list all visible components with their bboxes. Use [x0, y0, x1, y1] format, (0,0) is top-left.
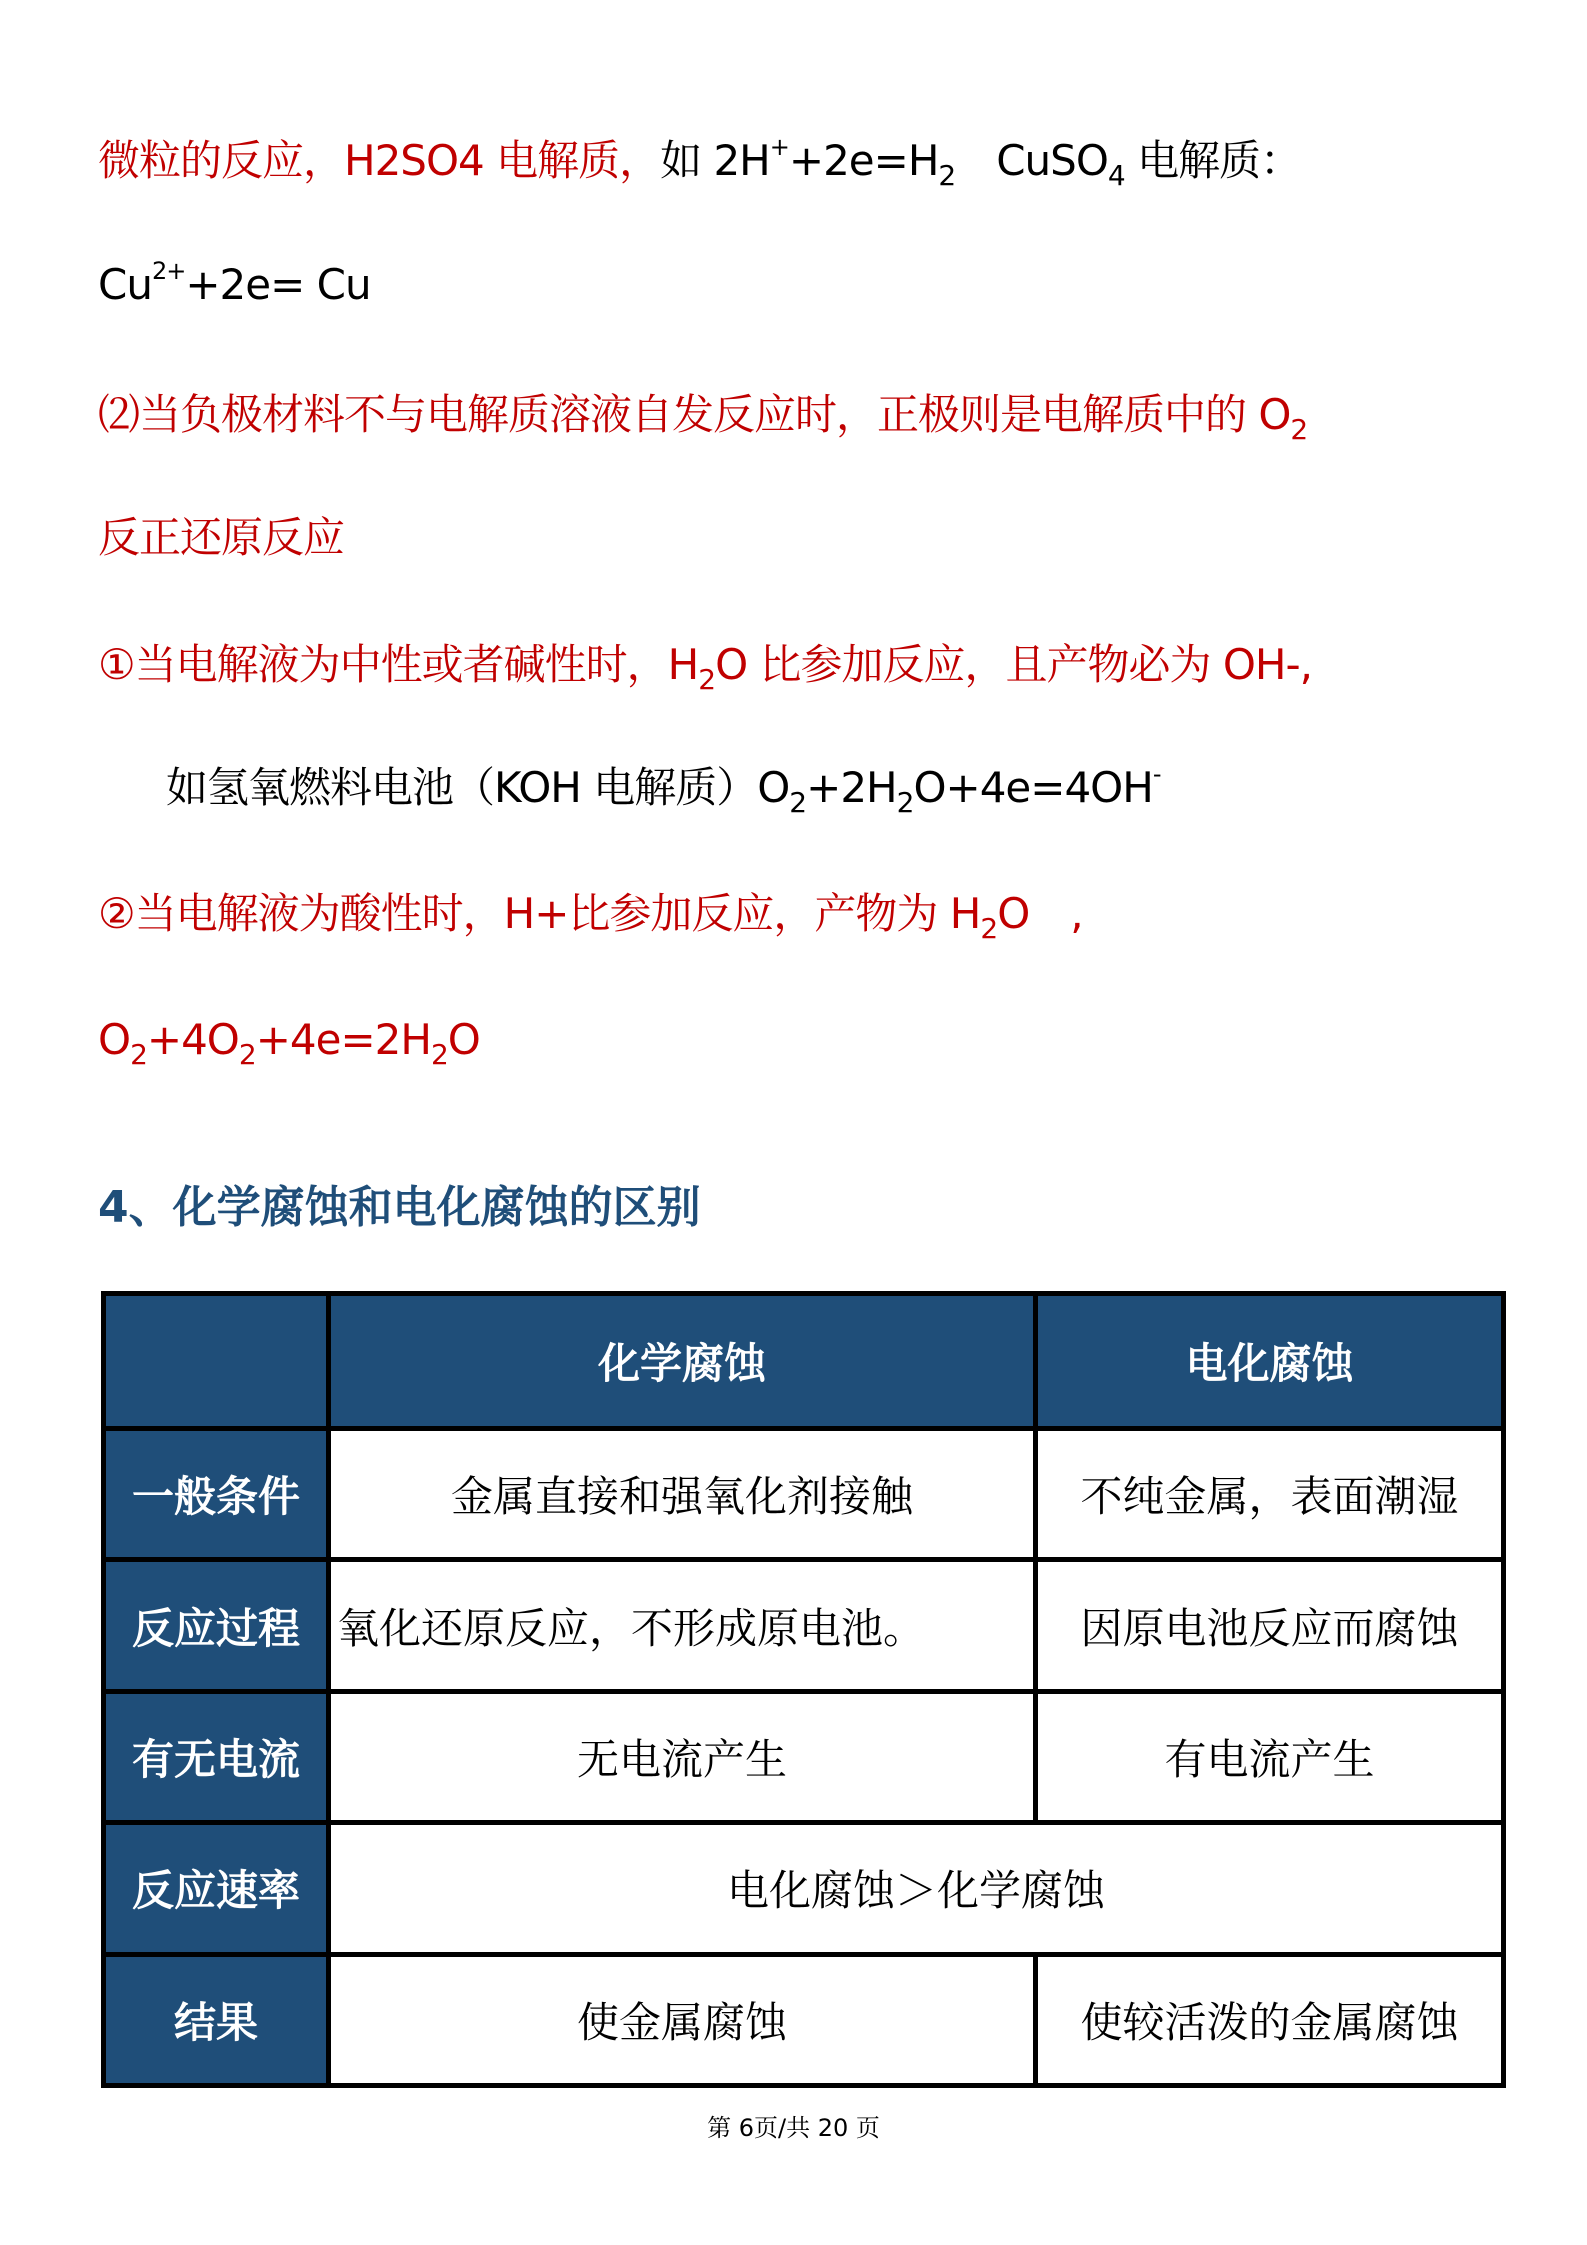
cell-chemical: 无电流产生 — [329, 1691, 1036, 1822]
subscript-text: 2 — [698, 663, 716, 696]
subscript-text: 2 — [130, 1038, 147, 1071]
table-row — [104, 1560, 1504, 1691]
table-row — [104, 1823, 1504, 1954]
row-label: 一般条件 — [104, 1429, 329, 1560]
table-header-electrochemical: 电化腐蚀 — [1036, 1294, 1504, 1429]
supscript-text: + — [769, 133, 789, 161]
row-label: 反应速率 — [104, 1823, 329, 1954]
subscript-text: 2 — [238, 1038, 256, 1071]
text-segment: +2H — [806, 763, 897, 812]
text-line — [98, 255, 371, 315]
subscript-text: 2 — [896, 786, 914, 819]
text-line — [98, 1010, 480, 1070]
text-segment: O — [98, 1015, 131, 1064]
subscript-text: 2 — [430, 1038, 448, 1071]
page-footer: 第 6页/共 20 页 — [707, 2114, 880, 2142]
cell-merged: 电化腐蚀＞化学腐蚀 — [329, 1823, 1504, 1954]
supscript-text: 2+ — [151, 257, 186, 285]
text-segment: O+4e=4OH — [913, 763, 1153, 812]
row-label: 反应过程 — [104, 1560, 329, 1691]
text-segment: 微粒的反应，H2SO4 电解质， — [98, 136, 661, 185]
row-label: 有无电流 — [104, 1691, 329, 1822]
text-segment: +4e=2H — [255, 1015, 431, 1064]
text-segment: Cu — [98, 260, 152, 309]
supscript-text: - — [1152, 760, 1161, 788]
cell-electrochemical: 有电流产生 — [1036, 1691, 1504, 1822]
text-line — [98, 385, 1307, 445]
subscript-text: 2 — [1290, 413, 1308, 446]
table-header-corner — [104, 1294, 329, 1429]
text-segment: O , — [997, 889, 1083, 938]
table-row — [104, 1954, 1504, 2085]
text-segment: 如氢氧燃料电池（KOH 电解质）O — [166, 763, 790, 812]
text-line — [98, 635, 1312, 695]
corrosion-comparison-table — [101, 1291, 1506, 2088]
text-segment: ②当电解液为酸性时，H+比参加反应，产物为 H — [98, 889, 981, 938]
text-segment: +4O — [146, 1015, 239, 1064]
row-label: 结果 — [104, 1954, 329, 2085]
text-segment: +2e=H — [788, 136, 939, 185]
section-heading: 4、化学腐蚀和电化腐蚀的区别 — [98, 1182, 701, 1233]
text-line — [98, 508, 344, 568]
text-segment: ⑵当负极材料不与电解质溶液自发反应时，正极则是电解质中的 O — [98, 390, 1291, 439]
text-line — [98, 884, 1083, 944]
cell-electrochemical: 因原电池反应而腐蚀 — [1036, 1560, 1504, 1691]
text-segment: 电解质： — [1124, 136, 1302, 185]
text-segment: ①当电解液为中性或者碱性时，H — [98, 640, 699, 689]
subscript-text: 2 — [938, 159, 956, 192]
subscript-text: 2 — [980, 912, 998, 945]
cell-chemical: 金属直接和强氧化剂接触 — [329, 1429, 1036, 1560]
text-line — [98, 131, 1301, 191]
subscript-text: 4 — [1107, 159, 1125, 192]
table-header-chemical: 化学腐蚀 — [329, 1294, 1036, 1429]
text-segment: O 比参加反应，且产物必为 OH-, — [715, 640, 1312, 689]
subscript-text: 2 — [789, 786, 807, 819]
cell-electrochemical: 使较活泼的金属腐蚀 — [1036, 1954, 1504, 2085]
text-segment: 如 2H — [660, 136, 770, 185]
cell-electrochemical: 不纯金属，表面潮湿 — [1036, 1429, 1504, 1560]
table-header-row — [104, 1294, 1504, 1429]
text-line — [166, 758, 1161, 818]
cell-chemical: 使金属腐蚀 — [329, 1954, 1036, 2085]
text-segment: O — [447, 1015, 480, 1064]
text-segment: CuSO — [955, 136, 1108, 185]
text-segment: +2e= Cu — [185, 260, 371, 309]
table-row — [104, 1691, 1504, 1822]
table-row — [104, 1429, 1504, 1560]
cell-chemical: 氧化还原反应，不形成原电池。 — [329, 1560, 1036, 1691]
text-segment: 反正还原反应 — [98, 513, 345, 562]
